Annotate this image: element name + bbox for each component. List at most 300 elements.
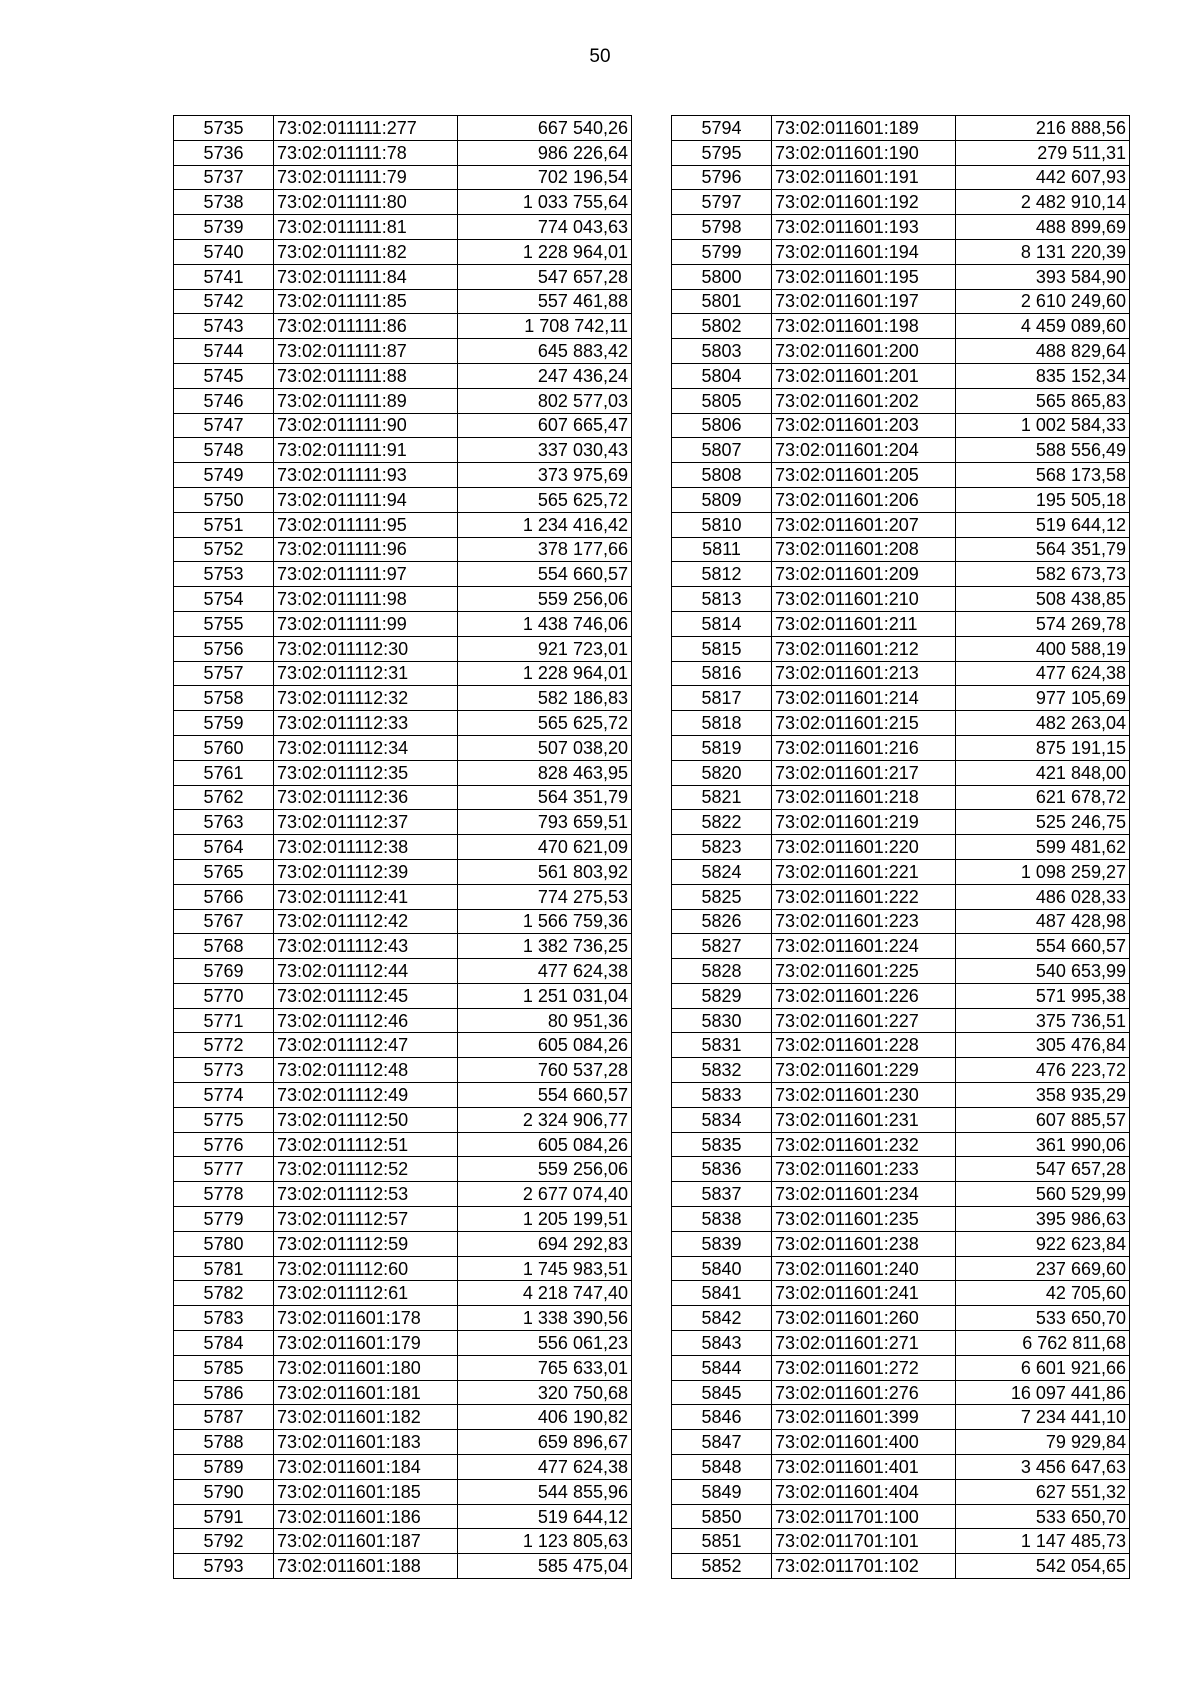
table-row (672, 735, 1130, 760)
cadastral-value: 1 228 964,01 (458, 239, 632, 264)
cadastral-number: 73:02:011601:234 (772, 1182, 956, 1207)
cadastral-number: 73:02:011601:197 (772, 289, 956, 314)
table-row (174, 512, 632, 537)
cadastral-number: 73:02:011112:48 (274, 1058, 458, 1083)
table-row (174, 1281, 632, 1306)
cadastral-value: 216 888,56 (956, 116, 1130, 141)
cadastral-table-left (173, 115, 632, 1579)
cadastral-number: 73:02:011601:222 (772, 884, 956, 909)
table-row (672, 562, 1130, 587)
row-number: 5738 (174, 190, 274, 215)
cadastral-value: 1 438 746,06 (458, 611, 632, 636)
row-number: 5777 (174, 1157, 274, 1182)
row-number: 5835 (672, 1132, 772, 1157)
cadastral-number: 73:02:011601:193 (772, 215, 956, 240)
table-row (174, 835, 632, 860)
table-row (174, 1182, 632, 1207)
table-row (672, 587, 1130, 612)
table-row (174, 116, 632, 141)
cadastral-number: 73:02:011601:400 (772, 1430, 956, 1455)
row-number: 5826 (672, 909, 772, 934)
cadastral-number: 73:02:011111:91 (274, 438, 458, 463)
row-number: 5851 (672, 1529, 772, 1554)
table-row (174, 314, 632, 339)
cadastral-value: 508 438,85 (956, 587, 1130, 612)
row-number: 5812 (672, 562, 772, 587)
table-row (174, 487, 632, 512)
row-number: 5790 (174, 1479, 274, 1504)
cadastral-number: 73:02:011601:223 (772, 909, 956, 934)
table-row (174, 1504, 632, 1529)
cadastral-number: 73:02:011601:209 (772, 562, 956, 587)
row-number: 5797 (672, 190, 772, 215)
row-number: 5750 (174, 487, 274, 512)
cadastral-number: 73:02:011601:212 (772, 636, 956, 661)
cadastral-number: 73:02:011112:33 (274, 711, 458, 736)
table-row (174, 611, 632, 636)
cadastral-number: 73:02:011111:98 (274, 587, 458, 612)
table-row (672, 363, 1130, 388)
table-row (174, 1207, 632, 1232)
row-number: 5737 (174, 165, 274, 190)
table-row (672, 1380, 1130, 1405)
row-number: 5765 (174, 859, 274, 884)
table-row (174, 363, 632, 388)
cadastral-value: 533 650,70 (956, 1504, 1130, 1529)
cadastral-number: 73:02:011111:89 (274, 388, 458, 413)
cadastral-number: 73:02:011111:81 (274, 215, 458, 240)
cadastral-value: 378 177,66 (458, 537, 632, 562)
row-number: 5794 (672, 116, 772, 141)
cadastral-value: 406 190,82 (458, 1405, 632, 1430)
row-number: 5761 (174, 760, 274, 785)
cadastral-value: 694 292,83 (458, 1231, 632, 1256)
cadastral-number: 73:02:011601:233 (772, 1157, 956, 1182)
table-row (672, 636, 1130, 661)
cadastral-value: 7 234 441,10 (956, 1405, 1130, 1430)
cadastral-number: 73:02:011601:229 (772, 1058, 956, 1083)
cadastral-value: 519 644,12 (956, 512, 1130, 537)
cadastral-value: 585 475,04 (458, 1554, 632, 1579)
cadastral-value: 42 705,60 (956, 1281, 1130, 1306)
row-number: 5848 (672, 1455, 772, 1480)
table-row (672, 1405, 1130, 1430)
table-row (672, 239, 1130, 264)
row-number: 5786 (174, 1380, 274, 1405)
cadastral-number: 73:02:011701:102 (772, 1554, 956, 1579)
table-row (672, 1033, 1130, 1058)
table-row (672, 810, 1130, 835)
cadastral-number: 73:02:011601:185 (274, 1479, 458, 1504)
cadastral-value: 1 098 259,27 (956, 859, 1130, 884)
row-number: 5828 (672, 959, 772, 984)
row-number: 5784 (174, 1331, 274, 1356)
cadastral-value: 400 588,19 (956, 636, 1130, 661)
row-number: 5768 (174, 934, 274, 959)
row-number: 5767 (174, 909, 274, 934)
row-number: 5846 (672, 1405, 772, 1430)
row-number: 5839 (672, 1231, 772, 1256)
row-number: 5757 (174, 661, 274, 686)
cadastral-value: 470 621,09 (458, 835, 632, 860)
cadastral-number: 73:02:011601:211 (772, 611, 956, 636)
cadastral-value: 2 324 906,77 (458, 1107, 632, 1132)
row-number: 5824 (672, 859, 772, 884)
cadastral-value: 564 351,79 (458, 785, 632, 810)
row-number: 5760 (174, 735, 274, 760)
row-number: 5805 (672, 388, 772, 413)
cadastral-value: 1 234 416,42 (458, 512, 632, 537)
row-number: 5780 (174, 1231, 274, 1256)
row-number: 5779 (174, 1207, 274, 1232)
cadastral-number: 73:02:011601:203 (772, 413, 956, 438)
cadastral-number: 73:02:011601:198 (772, 314, 956, 339)
cadastral-value: 571 995,38 (956, 983, 1130, 1008)
row-number: 5815 (672, 636, 772, 661)
cadastral-number: 73:02:011601:235 (772, 1207, 956, 1232)
table-row (174, 1355, 632, 1380)
cadastral-number: 73:02:011601:187 (274, 1529, 458, 1554)
row-number: 5813 (672, 587, 772, 612)
cadastral-number: 73:02:011111:85 (274, 289, 458, 314)
table-row (174, 438, 632, 463)
row-number: 5850 (672, 1504, 772, 1529)
table-row (672, 1430, 1130, 1455)
cadastral-table-right (671, 115, 1130, 1579)
row-number: 5804 (672, 363, 772, 388)
cadastral-number: 73:02:011112:45 (274, 983, 458, 1008)
row-number: 5788 (174, 1430, 274, 1455)
cadastral-number: 73:02:011111:79 (274, 165, 458, 190)
cadastral-number: 73:02:011111:277 (274, 116, 458, 141)
cadastral-value: 320 750,68 (458, 1380, 632, 1405)
table-row (672, 661, 1130, 686)
cadastral-value: 237 669,60 (956, 1256, 1130, 1281)
cadastral-value: 554 660,57 (458, 1083, 632, 1108)
cadastral-value: 477 624,38 (458, 1455, 632, 1480)
cadastral-number: 73:02:011112:53 (274, 1182, 458, 1207)
table-row (672, 116, 1130, 141)
row-number: 5833 (672, 1083, 772, 1108)
table-row (672, 1231, 1130, 1256)
cadastral-value: 568 173,58 (956, 463, 1130, 488)
table-row (174, 289, 632, 314)
cadastral-value: 1 147 485,73 (956, 1529, 1130, 1554)
cadastral-number: 73:02:011111:87 (274, 339, 458, 364)
cadastral-value: 395 986,63 (956, 1207, 1130, 1232)
cadastral-value: 977 105,69 (956, 686, 1130, 711)
cadastral-number: 73:02:011601:184 (274, 1455, 458, 1480)
row-number: 5792 (174, 1529, 274, 1554)
cadastral-value: 477 624,38 (458, 959, 632, 984)
table-row (174, 983, 632, 1008)
table-row (174, 165, 632, 190)
row-number: 5801 (672, 289, 772, 314)
cadastral-value: 1 745 983,51 (458, 1256, 632, 1281)
row-number: 5773 (174, 1058, 274, 1083)
cadastral-number: 73:02:011601:228 (772, 1033, 956, 1058)
row-number: 5845 (672, 1380, 772, 1405)
table-row (174, 1231, 632, 1256)
table-row (672, 1008, 1130, 1033)
row-number: 5836 (672, 1157, 772, 1182)
table-row (174, 587, 632, 612)
cadastral-value: 561 803,92 (458, 859, 632, 884)
table-row (174, 1033, 632, 1058)
table-body-left (174, 116, 632, 1579)
table-row (174, 1479, 632, 1504)
table-row (174, 1380, 632, 1405)
table-row (174, 1008, 632, 1033)
row-number: 5841 (672, 1281, 772, 1306)
cadastral-number: 73:02:011601:218 (772, 785, 956, 810)
row-number: 5819 (672, 735, 772, 760)
cadastral-value: 337 030,43 (458, 438, 632, 463)
cadastral-value: 564 351,79 (956, 537, 1130, 562)
cadastral-number: 73:02:011601:227 (772, 1008, 956, 1033)
cadastral-number: 73:02:011601:272 (772, 1355, 956, 1380)
cadastral-value: 79 929,84 (956, 1430, 1130, 1455)
table-row (672, 1157, 1130, 1182)
cadastral-number: 73:02:011601:230 (772, 1083, 956, 1108)
cadastral-value: 507 038,20 (458, 735, 632, 760)
row-number: 5843 (672, 1331, 772, 1356)
cadastral-value: 565 865,83 (956, 388, 1130, 413)
cadastral-number: 73:02:011601:271 (772, 1331, 956, 1356)
row-number: 5806 (672, 413, 772, 438)
row-number: 5781 (174, 1256, 274, 1281)
cadastral-value: 556 061,23 (458, 1331, 632, 1356)
cadastral-number: 73:02:011112:57 (274, 1207, 458, 1232)
cadastral-value: 393 584,90 (956, 264, 1130, 289)
cadastral-number: 73:02:011701:101 (772, 1529, 956, 1554)
table-row (672, 686, 1130, 711)
cadastral-value: 1 228 964,01 (458, 661, 632, 686)
row-number: 5816 (672, 661, 772, 686)
cadastral-value: 486 028,33 (956, 884, 1130, 909)
row-number: 5743 (174, 314, 274, 339)
cadastral-number: 73:02:011601:231 (772, 1107, 956, 1132)
cadastral-number: 73:02:011111:78 (274, 140, 458, 165)
table-row (174, 1529, 632, 1554)
cadastral-number: 73:02:011111:88 (274, 363, 458, 388)
row-number: 5791 (174, 1504, 274, 1529)
row-number: 5829 (672, 983, 772, 1008)
cadastral-value: 195 505,18 (956, 487, 1130, 512)
row-number: 5752 (174, 537, 274, 562)
cadastral-number: 73:02:011111:93 (274, 463, 458, 488)
cadastral-value: 4 459 089,60 (956, 314, 1130, 339)
row-number: 5774 (174, 1083, 274, 1108)
cadastral-value: 659 896,67 (458, 1430, 632, 1455)
row-number: 5769 (174, 959, 274, 984)
table-row (174, 339, 632, 364)
cadastral-number: 73:02:011112:41 (274, 884, 458, 909)
cadastral-value: 1 566 759,36 (458, 909, 632, 934)
table-row (174, 1306, 632, 1331)
cadastral-number: 73:02:011112:46 (274, 1008, 458, 1033)
cadastral-value: 1 382 736,25 (458, 934, 632, 959)
row-number: 5800 (672, 264, 772, 289)
table-row (174, 562, 632, 587)
table-row (672, 438, 1130, 463)
table-row (672, 859, 1130, 884)
row-number: 5740 (174, 239, 274, 264)
row-number: 5823 (672, 835, 772, 860)
table-row (174, 934, 632, 959)
cadastral-value: 8 131 220,39 (956, 239, 1130, 264)
table-row (672, 165, 1130, 190)
table-row (174, 1083, 632, 1108)
table-row (672, 611, 1130, 636)
table-row (174, 215, 632, 240)
row-number: 5753 (174, 562, 274, 587)
cadastral-number: 73:02:011601:191 (772, 165, 956, 190)
row-number: 5771 (174, 1008, 274, 1033)
table-row (672, 537, 1130, 562)
cadastral-value: 774 043,63 (458, 215, 632, 240)
cadastral-value: 80 951,36 (458, 1008, 632, 1033)
table-row (174, 636, 632, 661)
table-row (174, 760, 632, 785)
cadastral-value: 667 540,26 (458, 116, 632, 141)
cadastral-value: 588 556,49 (956, 438, 1130, 463)
cadastral-number: 73:02:011601:214 (772, 686, 956, 711)
cadastral-value: 702 196,54 (458, 165, 632, 190)
row-number: 5844 (672, 1355, 772, 1380)
cadastral-number: 73:02:011601:241 (772, 1281, 956, 1306)
cadastral-number: 73:02:011601:399 (772, 1405, 956, 1430)
table-row (672, 884, 1130, 909)
cadastral-number: 73:02:011601:276 (772, 1380, 956, 1405)
cadastral-number: 73:02:011601:220 (772, 835, 956, 860)
cadastral-value: 421 848,00 (956, 760, 1130, 785)
cadastral-number: 73:02:011601:205 (772, 463, 956, 488)
cadastral-value: 607 665,47 (458, 413, 632, 438)
cadastral-value: 542 054,65 (956, 1554, 1130, 1579)
cadastral-number: 73:02:011601:224 (772, 934, 956, 959)
table-row (174, 1430, 632, 1455)
cadastral-value: 373 975,69 (458, 463, 632, 488)
row-number: 5783 (174, 1306, 274, 1331)
row-number: 5778 (174, 1182, 274, 1207)
table-row (174, 264, 632, 289)
cadastral-value: 802 577,03 (458, 388, 632, 413)
table-row (174, 190, 632, 215)
table-row (672, 1207, 1130, 1232)
table-row (174, 1455, 632, 1480)
cadastral-value: 627 551,32 (956, 1479, 1130, 1504)
table-row (672, 1355, 1130, 1380)
row-number: 5810 (672, 512, 772, 537)
cadastral-value: 2 482 910,14 (956, 190, 1130, 215)
row-number: 5776 (174, 1132, 274, 1157)
row-number: 5745 (174, 363, 274, 388)
table-row (672, 1256, 1130, 1281)
cadastral-value: 559 256,06 (458, 1157, 632, 1182)
cadastral-value: 1 338 390,56 (458, 1306, 632, 1331)
table-row (672, 1331, 1130, 1356)
table-row (174, 413, 632, 438)
table-row (174, 959, 632, 984)
row-number: 5852 (672, 1554, 772, 1579)
table-row (672, 289, 1130, 314)
cadastral-number: 73:02:011112:35 (274, 760, 458, 785)
table-row (174, 140, 632, 165)
table-row (672, 264, 1130, 289)
cadastral-value: 477 624,38 (956, 661, 1130, 686)
cadastral-number: 73:02:011111:80 (274, 190, 458, 215)
cadastral-value: 793 659,51 (458, 810, 632, 835)
cadastral-value: 1 251 031,04 (458, 983, 632, 1008)
cadastral-number: 73:02:011112:38 (274, 835, 458, 860)
cadastral-value: 547 657,28 (458, 264, 632, 289)
cadastral-number: 73:02:011601:404 (772, 1479, 956, 1504)
table-row (174, 537, 632, 562)
table-row (174, 1405, 632, 1430)
row-number: 5741 (174, 264, 274, 289)
cadastral-number: 73:02:011111:84 (274, 264, 458, 289)
row-number: 5744 (174, 339, 274, 364)
row-number: 5756 (174, 636, 274, 661)
row-number: 5766 (174, 884, 274, 909)
cadastral-value: 599 481,62 (956, 835, 1130, 860)
table-row (174, 1256, 632, 1281)
cadastral-value: 565 625,72 (458, 487, 632, 512)
cadastral-number: 73:02:011112:34 (274, 735, 458, 760)
table-row (174, 388, 632, 413)
cadastral-number: 73:02:011111:82 (274, 239, 458, 264)
cadastral-number: 73:02:011601:232 (772, 1132, 956, 1157)
cadastral-value: 547 657,28 (956, 1157, 1130, 1182)
row-number: 5809 (672, 487, 772, 512)
cadastral-number: 73:02:011601:181 (274, 1380, 458, 1405)
cadastral-value: 4 218 747,40 (458, 1281, 632, 1306)
row-number: 5795 (672, 140, 772, 165)
cadastral-value: 835 152,34 (956, 363, 1130, 388)
table-row (672, 1554, 1130, 1579)
row-number: 5754 (174, 587, 274, 612)
row-number: 5751 (174, 512, 274, 537)
row-number: 5831 (672, 1033, 772, 1058)
cadastral-value: 1 123 805,63 (458, 1529, 632, 1554)
row-number: 5817 (672, 686, 772, 711)
row-number: 5763 (174, 810, 274, 835)
cadastral-value: 607 885,57 (956, 1107, 1130, 1132)
table-row (174, 785, 632, 810)
cadastral-number: 73:02:011601:210 (772, 587, 956, 612)
cadastral-number: 73:02:011112:43 (274, 934, 458, 959)
cadastral-number: 73:02:011601:260 (772, 1306, 956, 1331)
table-row (174, 463, 632, 488)
cadastral-number: 73:02:011111:95 (274, 512, 458, 537)
cadastral-number: 73:02:011112:47 (274, 1033, 458, 1058)
cadastral-value: 582 673,73 (956, 562, 1130, 587)
cadastral-value: 2 610 249,60 (956, 289, 1130, 314)
row-number: 5772 (174, 1033, 274, 1058)
cadastral-value: 645 883,42 (458, 339, 632, 364)
cadastral-number: 73:02:011601:225 (772, 959, 956, 984)
cadastral-number: 73:02:011601:194 (772, 239, 956, 264)
row-number: 5818 (672, 711, 772, 736)
cadastral-number: 73:02:011601:182 (274, 1405, 458, 1430)
cadastral-value: 487 428,98 (956, 909, 1130, 934)
cadastral-value: 765 633,01 (458, 1355, 632, 1380)
table-row (672, 1504, 1130, 1529)
row-number: 5749 (174, 463, 274, 488)
table-row (672, 190, 1130, 215)
row-number: 5796 (672, 165, 772, 190)
